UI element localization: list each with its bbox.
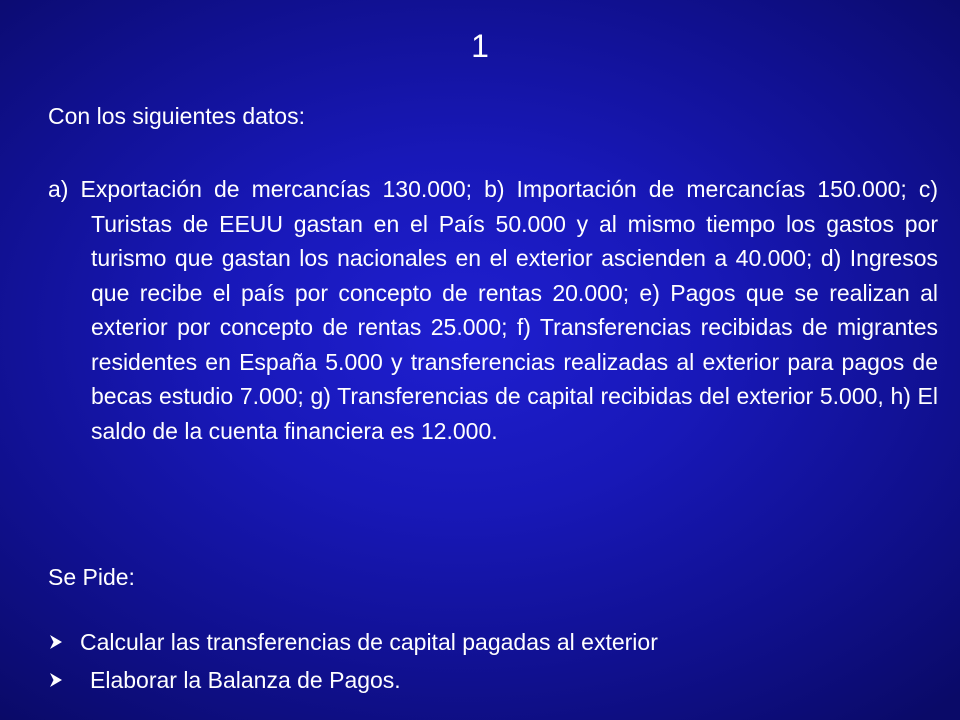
task-item-1-text: Calcular las transferencias de capital pagadas al exterior [80, 629, 658, 655]
arrow-bullet-icon [49, 672, 63, 688]
intro-text: Con los siguientes datos: [48, 103, 305, 129]
slide-number: 1 [471, 28, 489, 64]
task-item-2-text: Elaborar la Balanza de Pagos. [90, 667, 401, 693]
se-pide-heading: Se Pide: [48, 564, 135, 590]
problem-data-paragraph: a) Exportación de mercancías 130.000; b) Importación de mercancías 150.000; c) Turistas de EEUU gastan en el País 50.000 y al mismo tiempo los gastos por turismo que gastan los nacionales en el exterior ascienden a 40.000; d) Ingresos que recibe el país por concepto de rentas 20.000; e) Pagos que se realizan al exterior por concepto de rentas 25.000; f) Transferencias recibidas de migrantes residentes en España 5.000 y transferencias realizadas al exterior para pagos de becas estudio 7.000; g) Transferencias de capital recibidas del exterior 5.000, h) El saldo de la cuenta financiera es 12.000. [48, 176, 938, 444]
arrow-bullet-icon [49, 634, 63, 650]
